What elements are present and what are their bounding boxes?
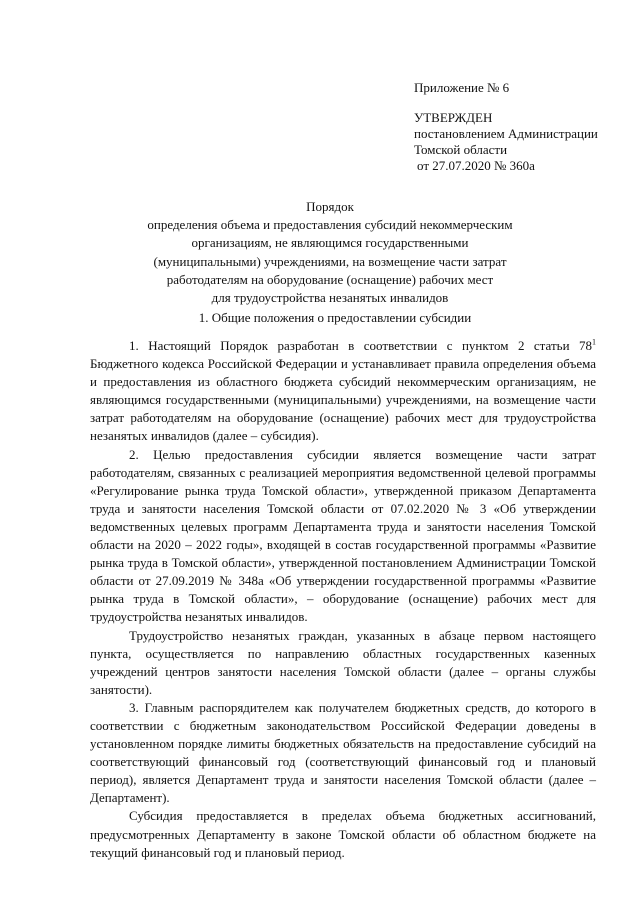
approved-by-line1: постановлением Администрации <box>414 126 598 141</box>
paragraph-5: Субсидия предоставляется в пределах объема бюджетных ассигнований, предусмотренных Департаменту в законе Томской области об областном бюджете на текущий финансовый год и плановый период. <box>90 808 596 860</box>
stamp-spacer <box>414 96 624 110</box>
appendix-number: Приложение № 6 <box>414 80 510 95</box>
title-line-5: работодателям на оборудование (оснащение) рабочих мест <box>166 271 494 287</box>
paragraph-1-start: 1. Настоящий Порядок разработан в соответствии с пунктом 2 статьи 78 <box>129 338 592 353</box>
approved-label: УТВЕРЖДЕН <box>414 110 493 125</box>
paragraph-1-rest: Бюджетного кодекса Российской Федерации и устанавливает правила определения объема и предоставления из областного бюджета субсидий некоммерческим организациям, не являющимся государственными (муниципальными) учреждениями, на возмещение части затрат работодателям на оборудование (оснащение) рабочих мест для трудоустройства незанятых инвалидов (далее – субсидия). <box>90 356 596 444</box>
paragraph-4: 3. Главным распорядителем как получателем бюджетных средств, до которого в соответствии с бюджетным законодательством Российской Федерации доведены в установленном порядке лимиты бюджетных обязательств на предоставление субсидий на соответствующий финансовый год (соответствующий финансовый год и плановый период), является Департамент труда и занятости населения Томской области (далее – Департамент). <box>90 699 596 806</box>
approved-by-line2: Томской области <box>414 142 508 157</box>
section-body <box>90 337 596 862</box>
title-line-4: (муниципальными) учреждениями, на возмещение части затрат <box>153 253 507 269</box>
title-line-2: определения объема и предоставления субсидий некоммерческим <box>147 217 513 233</box>
paragraph-2: 2. Целью предоставления субсидии является возмещение части затрат работодателям, связанных с реализацией мероприятия ведомственной целевой программы «Регулирование рынка труда Томской области», утвержденной приказом Департамента труда и занятости населения Томской области от 07.02.2020 № 3 «Об утверждении ведомственных целевых программ Департамента труда и занятости населения Томской области на 2020 – 2022 годы», входящей в состав государственной программы «Развитие рынка труда в Томской области», утвержденной постановлением Администрации Томской области от 27.09.2019 № 348а «Об утверждении государственной программы «Развитие рынка труда в Томской области», – оборудование (оснащение) рабочих мест для трудоустройства незанятых инвалидов. <box>90 446 596 625</box>
title-line-3: организациям, не являющимся государственными <box>191 235 469 251</box>
paragraph-3: Трудоустройство незанятых граждан, указанных в абзаце первом настоящего пункта, осуществляется по направлению областных государственных казенных учреждений центров занятости населения Томской области (далее – органы службы занятости). <box>90 627 596 697</box>
title-line-1: Порядок <box>306 199 354 214</box>
section-heading: 1. Общие положения о предоставлении субсидии <box>198 310 472 325</box>
document-title <box>100 198 560 307</box>
title-line-6: для трудоустройства незанятых инвалидов <box>211 290 449 306</box>
approval-stamp <box>414 80 624 174</box>
approval-date: от 27.07.2020 № 360а <box>417 158 535 173</box>
paragraph-1 <box>90 337 596 446</box>
footnote-superscript: 1 <box>592 337 596 347</box>
